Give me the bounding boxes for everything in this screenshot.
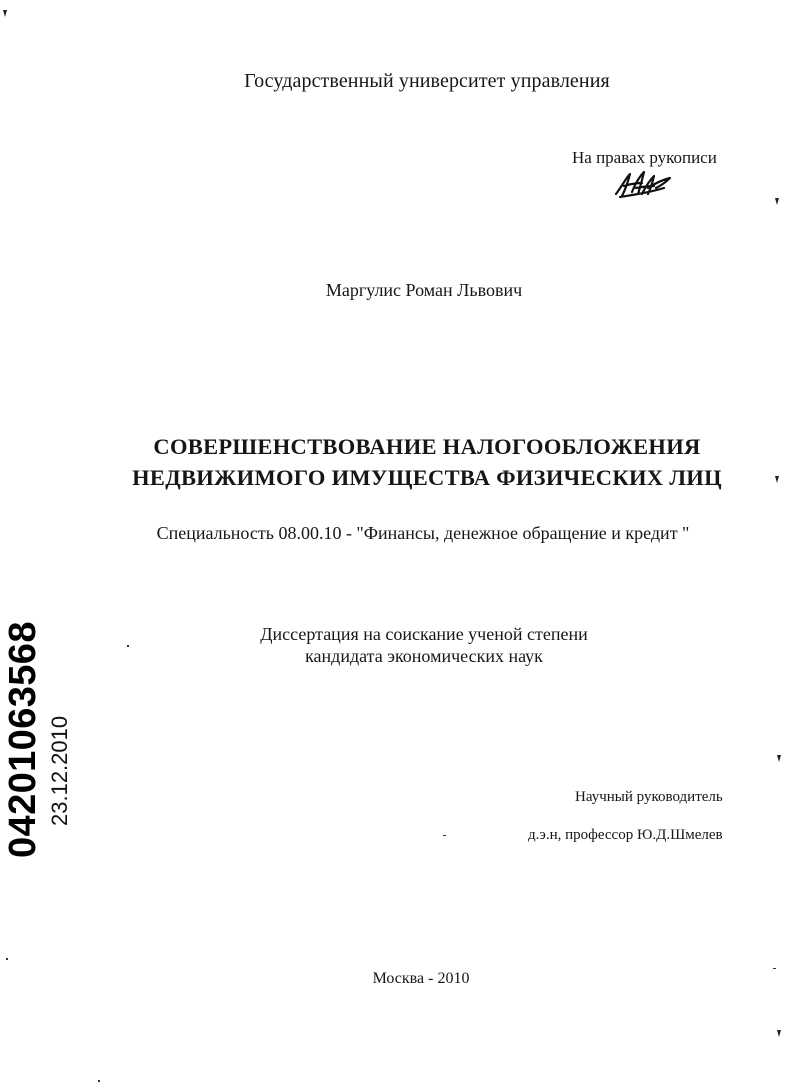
manuscript-rights-note: На правах рукописи	[572, 148, 717, 167]
university-name: Государственный университет управления	[244, 70, 610, 92]
library-stamp-date: 23.12.2010	[47, 715, 72, 826]
scan-mark	[3, 10, 7, 17]
degree-statement-line-1: Диссертация на соискание ученой степени	[260, 624, 588, 644]
advisor-name: д.э.н, профессор Ю.Д.Шмелев	[528, 827, 723, 843]
thesis-title-line-1: СОВЕРШЕНСТВОВАНИЕ НАЛОГООБЛОЖЕНИЯ	[153, 434, 701, 459]
thesis-title	[0, 431, 794, 493]
specialty-line: Специальность 08.00.10 - "Финансы, денежное обращение и кредит "	[156, 523, 690, 543]
library-stamp-number: 04201063568	[2, 621, 44, 858]
signature-icon	[612, 168, 678, 200]
scan-mark	[777, 755, 781, 762]
scan-speck	[773, 968, 776, 969]
scan-speck	[6, 958, 8, 960]
scan-mark	[775, 476, 779, 483]
scan-mark	[777, 1030, 781, 1037]
scan-speck	[443, 835, 446, 836]
degree-statement	[0, 623, 794, 667]
city-and-year: Москва - 2010	[372, 970, 470, 987]
scan-speck	[98, 1080, 100, 1082]
thesis-title-line-2: НЕДВИЖИМОГО ИМУЩЕСТВА ФИЗИЧЕСКИХ ЛИЦ	[132, 465, 722, 490]
author-name: Маргулис Роман Львович	[325, 280, 523, 300]
scan-mark	[775, 198, 779, 205]
degree-statement-line-2: кандидата экономических наук	[305, 646, 543, 666]
scan-speck	[127, 645, 129, 647]
advisor-label: Научный руководитель	[575, 789, 723, 805]
